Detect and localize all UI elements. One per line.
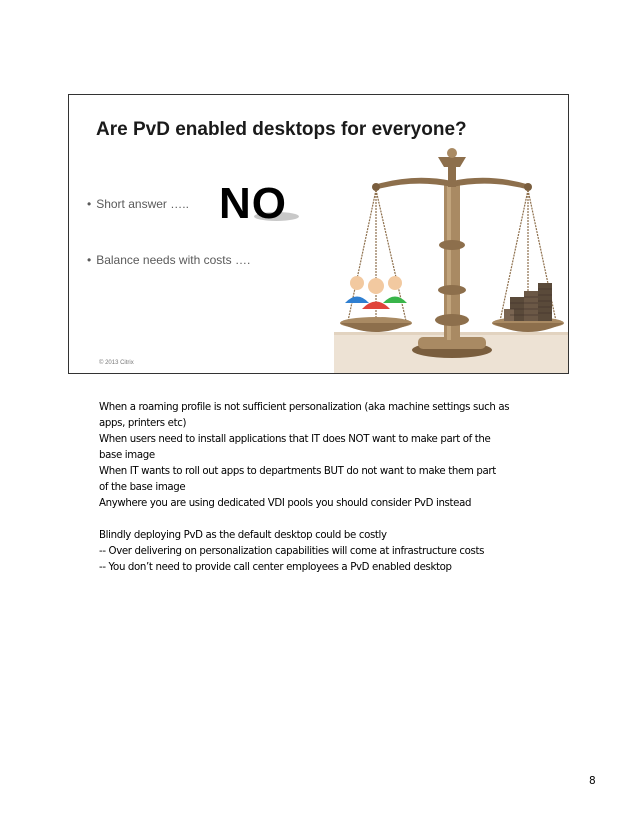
balance-scale-icon	[334, 145, 569, 374]
bullet-balance	[87, 253, 250, 267]
pan-left-bowl	[340, 323, 412, 332]
users-group-icon	[345, 276, 407, 309]
notes-line: Anywhere you are using dedicated VDI pools you should consider PvD instead	[99, 498, 472, 509]
column-ring	[439, 240, 465, 250]
notes-line: -- You don’t need to provide call center employees a PvD enabled desktop	[99, 562, 452, 573]
coin-stacks-icon	[504, 283, 552, 321]
bullet-short-answer	[87, 197, 189, 211]
page-number: 8	[589, 775, 596, 787]
scale-finial	[438, 157, 466, 167]
notes-line: apps, printers etc)	[99, 418, 187, 429]
notes-line: When a roaming profile is not sufficient personalization (aka machine settings such as	[99, 402, 510, 413]
pan-right-bowl	[492, 323, 564, 332]
notes-line: -- Over delivering on personalization capabilities will come at infrastructure costs	[99, 546, 485, 557]
slide-copyright: © 2013 Citrix	[99, 360, 134, 366]
beam-end-right	[524, 183, 532, 191]
notes-line: Blindly deploying PvD as the default desktop could be costly	[99, 530, 387, 541]
no-emphasis: NO	[219, 179, 287, 228]
beam-end-left	[372, 183, 380, 191]
notes-line: of the base image	[99, 482, 186, 493]
slide-thumbnail	[68, 94, 569, 374]
notes-line: When users need to install applications that IT does NOT want to make part of the	[99, 434, 491, 445]
bullet-marker: •	[87, 253, 92, 267]
bullet-marker: •	[87, 197, 92, 211]
scale-finial-knob	[447, 148, 457, 158]
slide-title: Are PvD enabled desktops for everyone?	[96, 119, 467, 140]
speaker-notes	[99, 400, 559, 576]
notes-line: When IT wants to roll out apps to departments BUT do not want to make them part	[99, 466, 496, 477]
bullet-text: Balance needs with costs ….	[96, 253, 251, 267]
column-ring	[435, 314, 469, 326]
paragraph-gap	[99, 512, 559, 528]
column-ring	[438, 285, 466, 295]
notes-line: base image	[99, 450, 155, 461]
bullet-text: Short answer …..	[96, 197, 189, 211]
